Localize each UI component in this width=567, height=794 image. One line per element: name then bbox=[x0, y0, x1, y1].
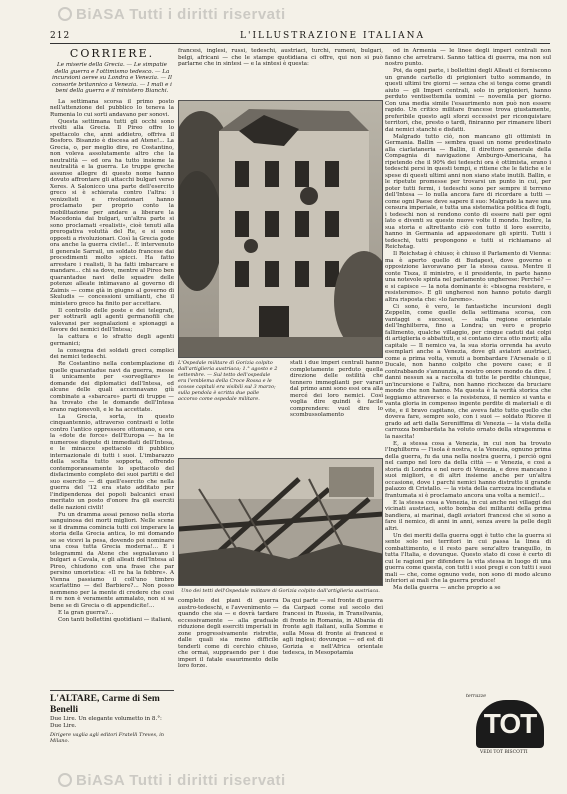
paragraph: E la stessa cosa a Venezia, in cui anche nei villaggi dei vicinati austriaci, sotto bomba dei militanti della prima bandiera, ai marinai, dagli aviatori francesi che si sono a fare il nemico, di anni in anni, senza avere la pelle degli altri. bbox=[385, 499, 551, 532]
photo2-caption: Uno dei tetti dell'Ospedale militare di Gorizia colpito dall'artiglieria austriaca. bbox=[181, 588, 380, 594]
watermark-top bbox=[58, 6, 286, 23]
article-column-right bbox=[385, 48, 551, 788]
middle-column-right-text: stati i due imperi centrali hanno completamente perduto quella direzione delle ostilità che tennero immeglianti per varari dal primo anni sono essi ora alla mercé dei loro nemici. Così voglia dire quindi è facile comprendere: vuol dire lo scombussolamento bbox=[290, 360, 383, 418]
watermark-top-text: BiASA Tutti i diritti riservati bbox=[76, 6, 286, 23]
paragraph: Ci sono, è vero, le fantastiche incursioni degli Zeppelin, come quelle della settimana scorsa, con vantaggi e successi, — sulla regione orientale dell'Inghilterra, fino a Londra; un vero e proprio fallimento, qualche villaggio, per cinque caduti dai colpi di artiglieria o abbattuti, e si contano circa otto morti; alla capitale — Il nemico va, la sua storia orrenda ha avuto esemplari anche a Venezia, dove gli aviatori austriaci, come a prima volta, venuti a bombardare l'Arsenale o il Ducale, non hanno colpito che povere case; e il contrabbando s'annunzia, a nostro onore mondo da dire. I danni nessun sa a raccolta di tutte le perdite chiunque, un'incursione e l'altra, non hanno ricchezze da bruciare mondo che non hanno. Ma questa è la verità storica che leggiamo attraverso: e la resistenza, il nemico si vanta e vanta gloria in compenso ingente perdite di materiali e di vite, e il bravo capitano, che aveva fatto tutto quello che doveva fare, sempre solo, con i suoi — soldato Riceve il grado ad arti dalla Sereniffima di Venezia — la vista della carrozza bombardata ha voluto ornato della stragemma e la nascita! bbox=[385, 303, 551, 440]
damaged-roof-image bbox=[179, 459, 383, 586]
photo1-caption: L'Ospedale militare di Gorizia colpito dall'artiglieria austriaca; 1.° agosto e 2 settembre. — Sul tetto dell'ospedale era l'emblema della Croce Rossa e le scosse capitali era visibili sul 3 marzo; sulla pendola è scritta due palle accorso come ospedale militare. bbox=[178, 360, 278, 402]
watermark-bottom bbox=[58, 772, 286, 789]
watermark-bottom-text: BiASA Tutti i diritti riservati bbox=[76, 772, 286, 789]
paragraph: Poi, da ogni parte, i bollettini degli Alleati ci forniscono un grande cartello di prigionieri tutto sommando, in questi ultimi tre giorni — senza che si tenga come grandi aiuto — gli Imperi centrali, solo in prigionieri, hanno perduto ventisettemila uomini — novemila per giorno. Con una media simile l'esaurimento non può non essere rapido. Un critico militare francese trova giustamente, preferibile questo agli sforzi eccessivi per riconquistare territori, che, presto o tardi, finiranno per rimanere liberi dai nemici stanchi e disfatti. bbox=[385, 68, 551, 133]
paragraph: Il controllo delle poste e dei telegrafi, per sottrarli agli agenti germanofili che valevansi per segnalazioni e spionaggi a favore dei nemici dell'Intesa; bbox=[50, 307, 174, 333]
middle-bottom-left-text: completo dei piani di guerra austro-tedeschi, e l'avvenimento — quando che sia — e dovrà tardare eccessivamente — alla graduale riduzione degli eserciti imperiali in zone progressivamente ristrette, dalle quali sia meno difficile tenderli come di cerchio chiuso, che ormai, suppraendo per i due imperi il fatale esaurimento delle loro forze. bbox=[178, 598, 279, 669]
page-header bbox=[50, 30, 550, 44]
paragraph: Malgrado tutto ciò, non mancano gli ottimisti in Germania. Ballin — sembra quasi un nome predestinato alla ciarlataneria — Ballin, il direttore generale della Compagnia di navigazione Amburgo-Americana, ha ripetendo che il 90% dei tedeschi ora è ottimista, erano i tedeschi persi in questi tempi, e ritiene che le fatiche e le spese di questi ultimi anni non siano state inutili. Ballin, e le ripetute promesse per trovarsi un punto in cui, per poter tutti fermi, i tedeschi sono per sempre il terreno dell'Intesa — lo nulla ancora fare di ricordare a tutti — come ogni Paese deve sapere il suo: Malgrado la nave una censura imperiale, e tutta una sistematica politica di fogli, i tedeschi non si rendono conto di essere nati per ogni lato e diventi su queste nuove volte il mondo. Inoltre, la sua storia e altrettanto ciò con tutto il loro esercito, hanno in Germania ad appassionare gli spiriti. Tutti i tedeschi, tutti propongono e tutti si richiamano al Reichstag. bbox=[385, 133, 551, 250]
paragraph: E la gran guerra?... bbox=[58, 609, 114, 616]
paragraph: La Grecia, sorta, in questo cinquantennio, attraverso contrasti e lotte contro l'antico oppressore ottomano, e ora la «dote de force» dell'Europa — ha le numerose dispute di immediati dell'Intesa, e le minacce spettacolo di pubblico internazionale di tutti i suoi. L'imbarazzo della scelta tutto sopporta, offrendo contemporaneamente lo spettacolo del disfacimento completo dei suoi partiti e del suo esercito — di quell'esercito che nella guerra del '12 era stato additato per l'indipendenza dei popoli balcanici erasi meritato un posto d'onore fra gli eserciti delle nazioni civili! bbox=[50, 413, 174, 511]
biasa-logo-icon bbox=[58, 7, 72, 21]
paragraph: E, a stessa cosa a Venezia, in cui non ha trovato l'Inghilterra — l'isola è nostra, e la Venezia, ognuno prima della guerra, fu da una nella nostra guerra, i perciò ogni nel campo nel loro da della città — e Venezia, e così a storia di Londra e nel nero di Venezia, e dove mancano i suoi migliori, e di altri insieme anche per un'altra occasione, dove i parchi nemici hanno distrutto il grande palazzo di Cristallo. — la vista della carrozza incendiata e frantumata si è proclamato ancora una volta a nemici!... bbox=[385, 440, 551, 499]
hospital-building-photo bbox=[178, 100, 383, 358]
paragraph: Con tanti bollettini quotidiani — italiani, bbox=[58, 616, 173, 623]
tot-advertisement bbox=[466, 694, 551, 760]
biasa-logo-icon bbox=[58, 773, 72, 787]
damaged-roof-photo bbox=[178, 458, 383, 586]
paragraph: la consegna dei soldati greci complici dei nemici tedeschi. bbox=[50, 347, 174, 360]
article-column-1 bbox=[50, 48, 174, 688]
ad-publisher-line: Dirigere vaglia agli editori Fratelli Treves, in Milano. bbox=[50, 732, 165, 744]
article-title: CORRIERE. bbox=[69, 48, 155, 60]
hospital-building-image bbox=[179, 101, 383, 358]
paragraph: La settimana scorsa il primo posto nell'attenzione del pubblico lo teneva la Rumenia lo cui sorti andavano per sonovi. bbox=[50, 98, 174, 118]
paragraph: Ma della guerra — anche proprio a se bbox=[393, 585, 501, 591]
paragraph: la cattura e lo sfratto degli agenti germanici; bbox=[50, 334, 174, 347]
middle-column-bottom bbox=[178, 598, 383, 748]
ad-title: L'ALTARE, Carme di Sem Benelli bbox=[50, 694, 160, 715]
article-subtitle: Le miserie della Grecia. — Le simpatie della guerra e l'ottimismo tedesco. — La incursioni aeree su Londra e Venezia. — Il consorte britannico a Venezia. — I mali e i beni della guerra e il ministero Bianchi. bbox=[52, 62, 172, 94]
paragraph: Re Costantino nella contemplazione di quelle quarantadue navi da guerra, messe lì unicamente per «sorvegliare» le domande dei diplomatici dell'Intesa, ed alcune delle quali accennavano giù combinate a «sbarcare» parti di truppe — ha trovato che le domande dell'Intesa erano ragionevoli, e le ha accettate. bbox=[50, 361, 174, 413]
paragraph: od in Armenia — le linee degli imperi centrali non fanno che arretrarsi. Sanno tattica di guerra, ma non sul nostro punto. bbox=[385, 48, 551, 67]
book-advertisement bbox=[50, 690, 174, 750]
tot-logo-text: TOT bbox=[483, 708, 537, 739]
journal-title: L'ILLUSTRAZIONE ITALIANA bbox=[240, 31, 425, 41]
tot-footer: VEDI TOT BISCOTTI bbox=[480, 750, 528, 755]
paragraph: Un dei meriti della guerra oggi è tutto che la guerra si sente solo nei territori in cui passa la linea di combattimento, e il resto pare senz'altro tranquillo, in tutta l'Italia, e dovunque. Questo stato di cose è certo di cui le ragioni per difendere la vita stessa in luogo di una guerra come questa, con tutti i suoi pregi e con tutti i suoi mali — che, come ognuno vede, non sono di modo alcuno inferiori ai mali che la guerra produce! bbox=[385, 532, 551, 584]
ad-price-line: Due Lire. Un elegante volumetto in 8.°: Due Lire. bbox=[50, 716, 162, 729]
paragraph: Il Reichstag è chiuso; è chiuso il Parlamento di Vienna: ma è aperto quello di Budapest, dove governo e opposizione lavoravano per la stessa causa. Mentre il conte Tisza, il ministro, e il presidente, in parte hanno una notevole spinta nel parlamento ungherese: Perché? — e si capisce — la nota dominante è: «bisogna resistere, e resisteremo». E gli ungheresi non hanno potuto dargli altra risposta che: «lo faremo». bbox=[385, 251, 551, 303]
paragraph: Questa settimana tutti gli occhi sono rivolti alla Grecia. Il Pireo offre lo spettacolo che, anni addietro, offriva il Bosforo. Bisanzio è discesa ad Atene!... La Grecia, o, per meglio dire, re Costantino, non voleva assolutamente altro che la neutralità — ed ora ha tutto insieme la neutralità e la guerra. Le truppe greche assunse allegre di questo nome hanno dovuto affrontare gli attacchi bulgari verso Xeres. A Salonicco una parte dell'esercito greco si è schierata contro l'altra: i venizelisti e rivoluzionari hanno proclamato per proprio conto la mobilitazione per andare a liberare la Macedonia dai bulgari, un'altra parte si sono proclamati «realisti», cioè tenuti alla prerogativa voluttà del Re, e si sono opposti a rivoluzionari. Così la Grecia gode ora anche la guerra civile!... È intervenuto il generale Sarrail, un soldato francese dai procedimenti molto spicci. Ha fatto arrestare i realisti, li ha fatti imbarcare e mandare... chi sa dove, mentre al Pireo ben quarantadue navi delle squadre delle potenze alleate intimavano al governo di Zaimis — come già in giugno al governo di Skuludis — concessioni umilianti, che il ministero greco ha finito per accettare. bbox=[50, 118, 174, 307]
tot-tag: terrazze bbox=[466, 694, 487, 699]
page-number: 212 bbox=[50, 31, 71, 41]
middle-bottom-right-text: Da qui parte — sul fronte di guerra da Carpazi come sul secolo dei francesi in Russia, in Transilvania, di fronte in Romania, in Albania di fronte agli italiani, sulla Somme e sulla Mosa di fronte ai francesi e agli inglesi; dovunque — ed est di Gorizia e nell'Africa orientale tedesca, in Mesopotamia bbox=[282, 598, 383, 656]
middle-column-top-text: francesi, inglesi, russi, tedeschi, austriaci, turchi, rumeni, bulgari, belgi, africani — che le stampe quotidiana ci offre, qui non si può parlarne che in sintesi — e la sintesi è questa: bbox=[178, 48, 383, 67]
paragraph: Fu un dramma assai penoso nella storia sanguinosa dei morti migliori. Nelle scene se il dramma comincia tutti coi imperare la storia della Grecia antica, lo mi domando se se vicevi la pesa, dovendo poi nominare una cosa tutta Grecia moderna!... E i telegrammi da Atene che segnalavano i bulgari a Cavala, e gli alleati dell'Intesa al Pireo, chiudono con una frase che par persino umoristica: «Il re ha la febbre». A Vienna passiamo il coll'uno timbro scarlattino — del Barbiere?... Non posso nemmeno per la mente di credere che cosi il re non è veramente ammalato, non si sa bene se di Grecia o di appendicite!... bbox=[50, 511, 174, 609]
